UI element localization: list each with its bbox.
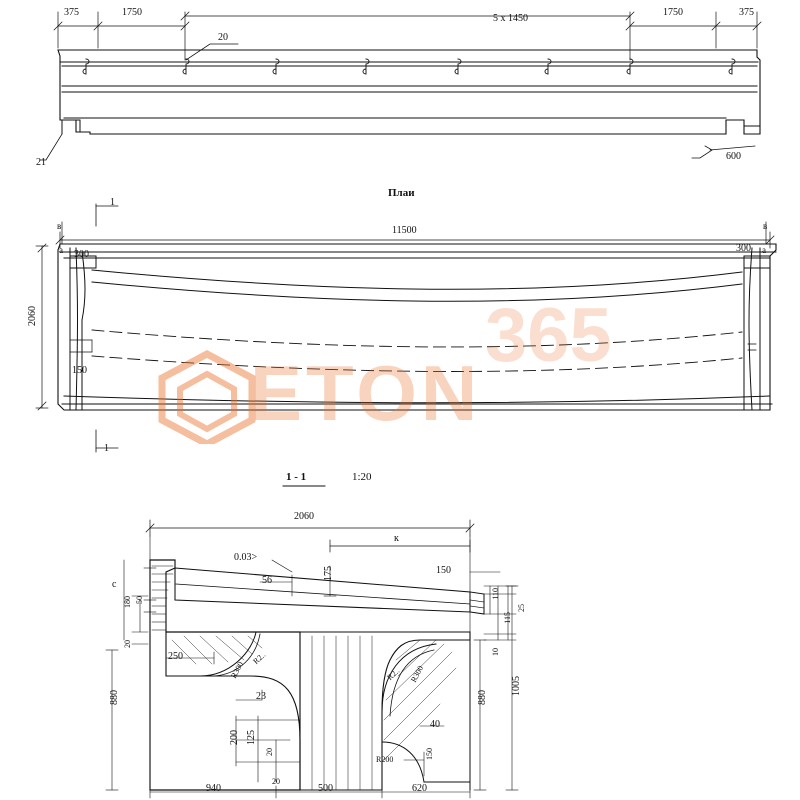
dim-top-375-right: 375 (739, 7, 754, 18)
slope-note: 0.03> (234, 552, 258, 563)
dim-section-2060: 2060 (294, 511, 314, 522)
callout-600: 600 (726, 151, 741, 162)
dim-height-2060: 2060 (27, 306, 38, 326)
dim-1005: 1005 (511, 676, 522, 696)
cut-mark-1-top: 1 (110, 197, 115, 208)
radius-r200: R200 (376, 755, 394, 764)
plan-title: Плаи (388, 187, 415, 199)
overall-length: 11500 (392, 225, 417, 236)
dim-115: 115 (503, 612, 512, 624)
callout-20: 20 (218, 32, 228, 43)
dim-50: 50 (135, 596, 144, 604)
mark-a-left: а (59, 245, 63, 255)
dim-175: 175 (323, 566, 334, 581)
letter-k: к (394, 533, 399, 544)
dim-top-1750-left: 1750 (122, 7, 142, 18)
radius-r2-left: R2.. (251, 650, 268, 666)
section-scale: 1:20 (352, 471, 372, 483)
dim-125: 125 (246, 730, 257, 745)
dim-23: 23 (256, 691, 266, 702)
dim-20-bottom: 20 (272, 777, 280, 786)
dim-top-375-left: 375 (64, 7, 79, 18)
dim-25: 25 (517, 604, 526, 612)
dim-180: 180 (123, 596, 132, 608)
callout-21: 21 (36, 157, 46, 168)
dim-top-1750-right: 1750 (663, 7, 683, 18)
dim-880-left: 880 (109, 690, 120, 705)
cut-mark-1-bottom: 1 (104, 443, 109, 454)
dim-150-haunch: 150 (425, 748, 434, 760)
dim-150-right-top: 150 (436, 565, 451, 576)
section-label: 1 - 1 (286, 471, 307, 483)
radius-r300-right: R300 (409, 664, 426, 684)
dim-110: 110 (491, 588, 500, 600)
dim-56: 56 (262, 575, 272, 586)
mark-a-right: а (762, 245, 766, 255)
dim-20-mid: 20 (265, 748, 274, 756)
radius-r300-left: R300 (229, 660, 246, 680)
letter-c: с (112, 579, 117, 590)
dim-40: 40 (430, 719, 440, 730)
dim-top-5x1450: 5 x 1450 (493, 13, 528, 24)
dim-10: 10 (491, 648, 500, 656)
dim-250: 250 (168, 651, 183, 662)
dim-940: 940 (206, 783, 221, 794)
dim-20-left: 20 (123, 640, 132, 648)
dim-150-left: 150 (72, 365, 87, 376)
radius-r2-right: R2.. (385, 666, 402, 682)
dim-500: 500 (318, 783, 333, 794)
dim-200: 200 (229, 730, 240, 745)
dim-620: 620 (412, 783, 427, 794)
mark-v-right: в (763, 221, 768, 231)
mark-v-left: в (57, 221, 62, 231)
watermark-number: 365 (485, 293, 612, 378)
dim-880-right: 880 (477, 690, 488, 705)
watermark-text: ETON (250, 349, 482, 437)
dim-300-left: 300 (74, 249, 89, 260)
dim-300-right: 300 (736, 243, 751, 254)
